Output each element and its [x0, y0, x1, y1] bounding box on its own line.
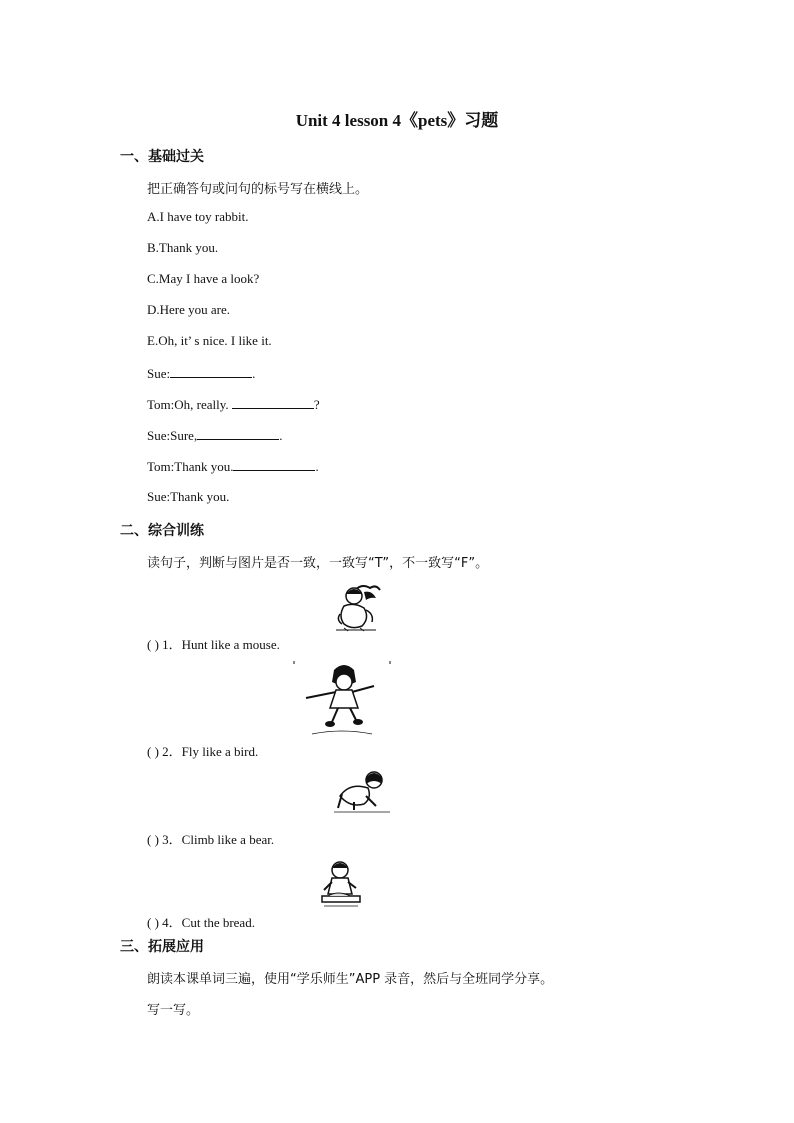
question-4	[147, 912, 255, 931]
extension-task-1: 朗读本课单词三遍，使用“学乐师生”APP 录音，然后与全班同学分享。	[147, 972, 554, 987]
option-d: D.Here you are.	[147, 302, 231, 317]
dialogue-line-3	[147, 427, 282, 444]
dialogue-speaker-text: Tom:Oh, really.	[147, 397, 232, 412]
answer-blank[interactable]	[197, 427, 279, 440]
instruction-2: 读句子，判断与图片是否一致，一致写“T”，不一致写“F”。	[147, 556, 489, 571]
answer-blank[interactable]	[170, 365, 252, 378]
dialogue-end-text: ?	[313, 397, 320, 412]
question-text: 1．Hunt like a mouse.	[162, 637, 280, 652]
girl-flying-illustration	[292, 660, 392, 740]
instruction-1: 把正确答句或问句的标号写在横线上。	[147, 182, 369, 197]
option-b: B.Thank you.	[147, 240, 219, 255]
option-a: A.I have toy rabbit.	[147, 209, 249, 224]
option-e: E.Oh, it’ s nice. I like it.	[147, 333, 272, 348]
answer-parentheses[interactable]: ( )	[147, 637, 159, 652]
question-text: 2．Fly like a bird.	[162, 744, 259, 759]
answer-parentheses[interactable]: ( )	[147, 832, 159, 847]
option-c: C.May I have a look?	[147, 271, 260, 286]
section-heading-basic: 一、基础过关	[120, 149, 204, 165]
section-heading-extension: 三、拓展应用	[120, 939, 204, 955]
question-text: 4．Cut the bread.	[162, 915, 255, 930]
dialogue-speaker-text: Tom:Thank you.	[147, 459, 234, 474]
dialogue-speaker-text: Sue:Sure,	[147, 428, 198, 443]
page-title: Unit 4 lesson 4《pets》习题	[295, 111, 499, 130]
dialogue-line-2	[147, 396, 320, 413]
girl-crouching-illustration	[330, 580, 386, 636]
section-heading-practice: 二、综合训练	[120, 523, 204, 539]
question-3	[147, 829, 274, 848]
answer-blank[interactable]	[233, 458, 315, 471]
dialogue-speaker-text: Sue:	[147, 366, 171, 381]
question-1	[147, 634, 280, 653]
girl-crawling-illustration	[330, 766, 394, 818]
dialogue-end-text: .	[315, 459, 319, 474]
question-text: 3．Climb like a bear.	[162, 832, 275, 847]
answer-blank[interactable]	[232, 396, 314, 409]
dialogue-end-text: .	[279, 428, 283, 443]
child-cutting-bread-illustration	[318, 858, 364, 910]
dialogue-end-text: .	[252, 366, 256, 381]
dialogue-line-4	[147, 458, 319, 475]
dialogue-line-5: Sue:Thank you.	[147, 489, 230, 504]
dialogue-line-1	[147, 365, 255, 382]
question-2	[147, 741, 258, 760]
answer-parentheses[interactable]: ( )	[147, 744, 159, 759]
extension-task-2: 写一写。	[147, 1003, 200, 1018]
answer-parentheses[interactable]: ( )	[147, 915, 159, 930]
